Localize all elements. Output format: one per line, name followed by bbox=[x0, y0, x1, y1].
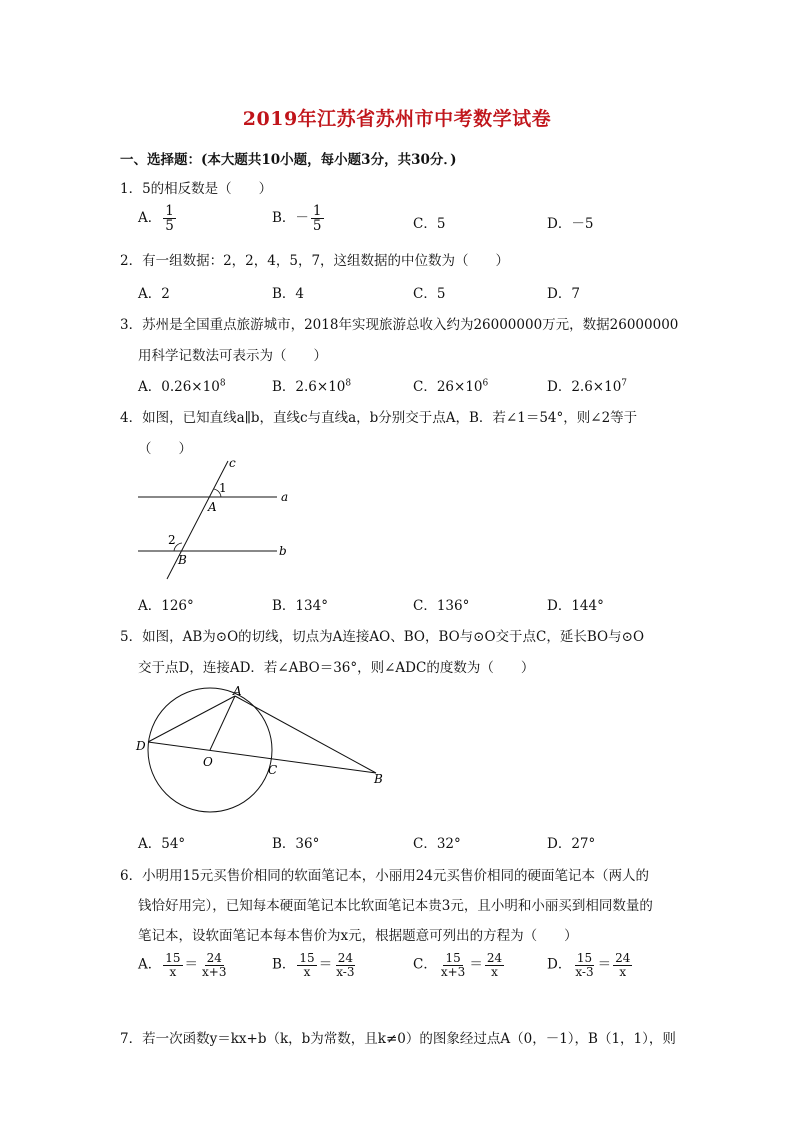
label-b: b bbox=[279, 544, 287, 558]
segment-ao bbox=[210, 696, 235, 750]
question-2-option-d: D．7 bbox=[547, 286, 580, 302]
question-4-stem-line1: 4．如图，已知直线a∥b，直线c与直线a，b分别交于点A，B．若∠1＝54°，则∠2等于 bbox=[120, 410, 638, 426]
question-6-option-c: C． $\frac{15}{x+3}$ ＝ $\frac{24}{x}$ bbox=[413, 951, 503, 979]
label-point-d: D bbox=[136, 739, 146, 753]
segment-db bbox=[148, 742, 376, 773]
question-6-stem-line1: 6．小明用15元买售价相同的软面笔记本，小丽用24元买售价相同的硬面笔记本（两人的 bbox=[120, 868, 649, 884]
question-3-option-a: A．$0.26\times 10^8$ bbox=[138, 378, 226, 395]
question-2-option-a: A．2 bbox=[138, 286, 170, 302]
question-6-option-d: D． $\frac{15}{x-3}$ ＝ $\frac{24}{x}$ bbox=[547, 951, 631, 979]
question-1-option-a: A． $\frac{1}{5}$ bbox=[138, 203, 174, 235]
question-1-option-c: C．5 bbox=[413, 216, 446, 232]
question-3-option-c: C．$26\times 10^6$ bbox=[413, 378, 489, 395]
question-5-option-c: C．32° bbox=[413, 836, 461, 852]
question-1-option-b: B．－ $\frac{1}{5}$ bbox=[272, 203, 322, 235]
label-angle-1: 1 bbox=[219, 481, 227, 495]
segment-ab bbox=[235, 696, 376, 773]
label-point-a: A bbox=[208, 500, 217, 514]
section-heading: 一、选择题：(本大题共10小题，每小题3分，共30分．) bbox=[120, 152, 457, 168]
question-4-option-b: B．134° bbox=[272, 598, 328, 614]
question-3-option-d: D．$2.6\times 10^7$ bbox=[547, 378, 628, 395]
label-point-b: B bbox=[178, 553, 187, 567]
label-point-c: C bbox=[268, 763, 278, 777]
question-4-option-d: D．144° bbox=[547, 598, 604, 614]
question-5-stem-line1: 5．如图，AB为⊙O的切线，切点为A连接AO、BO，BO与⊙O交于点C，延长BO与⊙O bbox=[120, 629, 645, 645]
line-c bbox=[167, 461, 228, 579]
label-a: a bbox=[281, 490, 289, 504]
label-c: c bbox=[229, 456, 236, 470]
question-2-stem: 2．有一组数据：2，2，4，5，7，这组数据的中位数为（ ） bbox=[120, 253, 510, 269]
question-5-figure bbox=[130, 680, 400, 820]
question-4-figure bbox=[130, 455, 300, 585]
question-2-option-c: C．5 bbox=[413, 286, 446, 302]
question-3-option-b: B．$2.6\times 10^8$ bbox=[272, 378, 352, 395]
question-5-option-b: B．36° bbox=[272, 836, 320, 852]
page-title: 2019年江苏省苏州市中考数学试卷 bbox=[242, 108, 552, 130]
question-7-stem-line1: 7．若一次函数y＝kx+b（k，b为常数，且k≠0）的图象经过点A（0，－1），B（1，1），则 bbox=[120, 1031, 676, 1047]
question-6-stem-line2: 钱恰好用完），已知每本硬面笔记本比软面笔记本贵3元，且小明和小丽买到相同数量的 bbox=[138, 898, 653, 914]
question-5-stem-line2: 交于点D，连接AD．若∠ABO＝36°，则∠ADC的度数为（ ） bbox=[138, 660, 535, 676]
question-5-option-a: A．54° bbox=[138, 836, 186, 852]
label-angle-2: 2 bbox=[168, 533, 176, 547]
label-point-b: B bbox=[374, 772, 383, 786]
question-6-option-a: A． $\frac{15}{x}$ ＝ $\frac{24}{x+3}$ bbox=[138, 951, 227, 979]
question-6-stem-line3: 笔记本，设软面笔记本每本售价为x元，根据题意可列出的方程为（ ） bbox=[138, 928, 578, 944]
question-4-stem-line2: （ ） bbox=[138, 441, 192, 457]
question-3-stem-line2: 用科学记数法可表示为（ ） bbox=[138, 348, 327, 364]
question-5-option-d: D．27° bbox=[547, 836, 596, 852]
question-4-option-a: A．126° bbox=[138, 598, 194, 614]
question-2-option-b: B．4 bbox=[272, 286, 305, 302]
question-3-stem-line1: 3．苏州是全国重点旅游城市，2018年实现旅游总收入约为26000000万元，数据26000000 bbox=[120, 317, 679, 333]
segment-ad bbox=[148, 696, 235, 742]
label-point-o: O bbox=[203, 755, 213, 769]
question-1-stem: 1．5的相反数是（ ） bbox=[120, 181, 273, 197]
question-6-option-b: B． $\frac{15}{x}$ ＝ $\frac{24}{x-3}$ bbox=[272, 951, 355, 979]
question-1-option-d: D．－5 bbox=[547, 216, 594, 232]
label-point-a: A bbox=[233, 684, 242, 698]
question-4-option-c: C．136° bbox=[413, 598, 470, 614]
